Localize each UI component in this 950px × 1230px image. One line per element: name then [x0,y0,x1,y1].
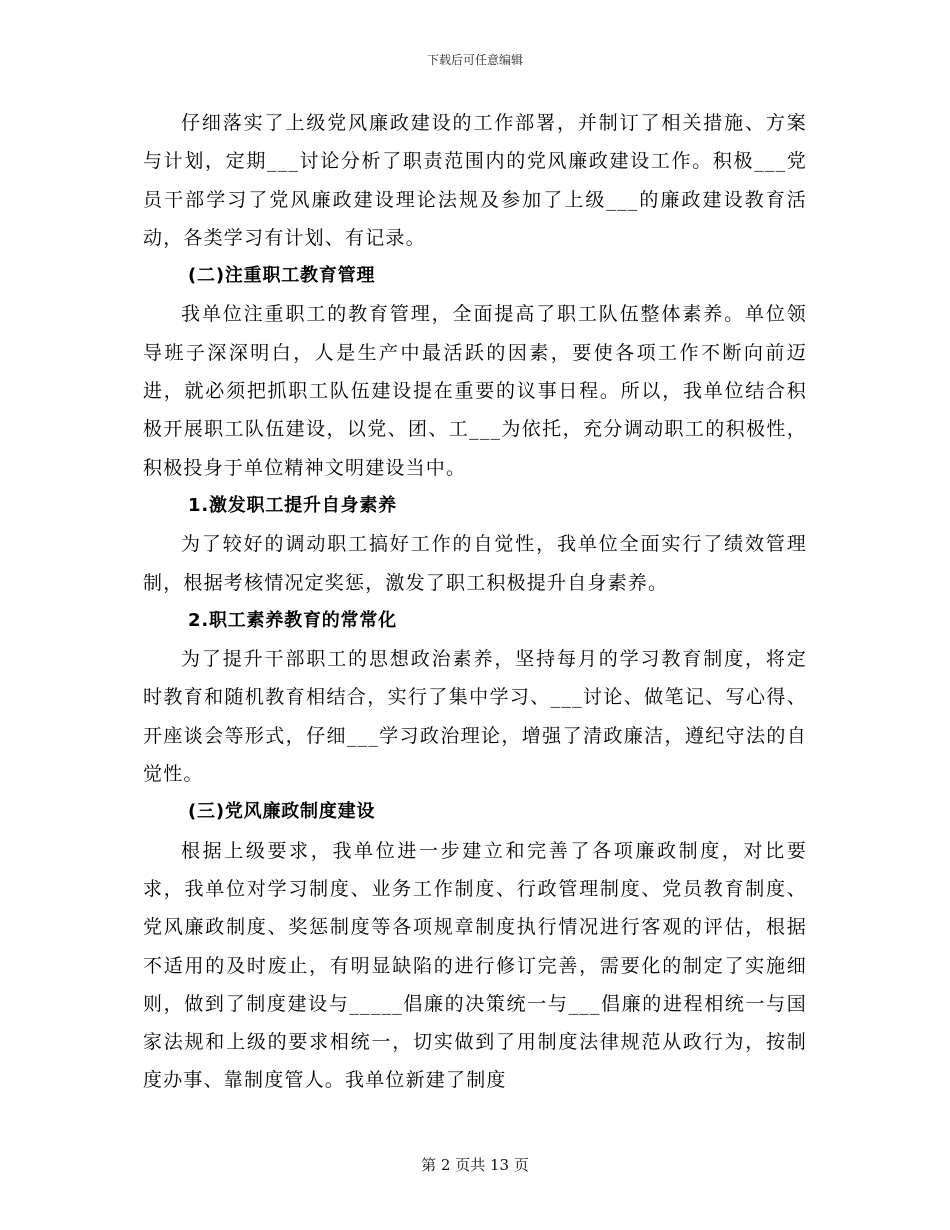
subsection-heading-2: 2.职工素养教育的常常化 [188,609,397,631]
section-heading-2: (二)注重职工教育管理 [188,265,376,287]
subsection-heading-1: 1.激发职工提升自身素养 [188,494,397,516]
paragraph-staff-education: 我单位注重职工的教育管理，全面提高了职工队伍整体素养。单位领导班子深深明白，人是生产中最活跃的因素，要使各项工作不断向前迈进，就必须把抓职工队伍建设提在重要的议事日程。所以，我单位结合积极开展职工队伍建设，以党、团、工___为依托，充分调动职工的积极性，积极投身于单位精神文明建设当中。 [143,303,807,479]
page-header: 下载后可任意编辑 [426,53,523,67]
paragraph-intro: 仔细落实了上级党风廉政建设的工作部署，并制订了相关措施、方案与计划，定期___讨论分析了职责范围内的党风廉政建设工作。积极___党员干部学习了党风廉政建设理论法规及参加了上级___的廉政建设教育活动，各类学习有计划、有记录。 [143,112,807,249]
section-heading-3: (三)党风廉政制度建设 [188,801,376,823]
paragraph-performance: 为了较好的调动职工搞好工作的自觉性，我单位全面实行了绩效管理制，根据考核情况定奖惩，激发了职工积极提升自身素养。 [143,533,807,594]
page-number: 第 2 页共 13 页 [421,1156,529,1174]
document-body [143,104,807,1100]
paragraph-regular-education: 为了提升干部职工的思想政治素养，坚持每月的学习教育制度，将定时教育和随机教育相结合，实行了集中学习、___讨论、做笔记、写心得、开座谈会等形式，仔细___学习政治理论，增强了清政廉洁，遵纪守法的自觉性。 [143,648,807,786]
paragraph-system-building: 根据上级要求，我单位进一步建立和完善了各项廉政制度，对比要求，我单位对学习制度、业务工作制度、行政管理制度、党员教育制度、党风廉政制度、奖惩制度等各项规章制度执行情况进行客观的评估，根据不适用的及时废止，有明显缺陷的进行修订完善，需要化的制定了实施细则，做到了制度建设与_____倡廉的决策统一与___倡廉的进程相统一与国家法规和上级的要求相统一，切实做到了用制度法律规范从政行为，按制度办事、靠制度管人。我单位新建了制度 [143,839,807,1092]
